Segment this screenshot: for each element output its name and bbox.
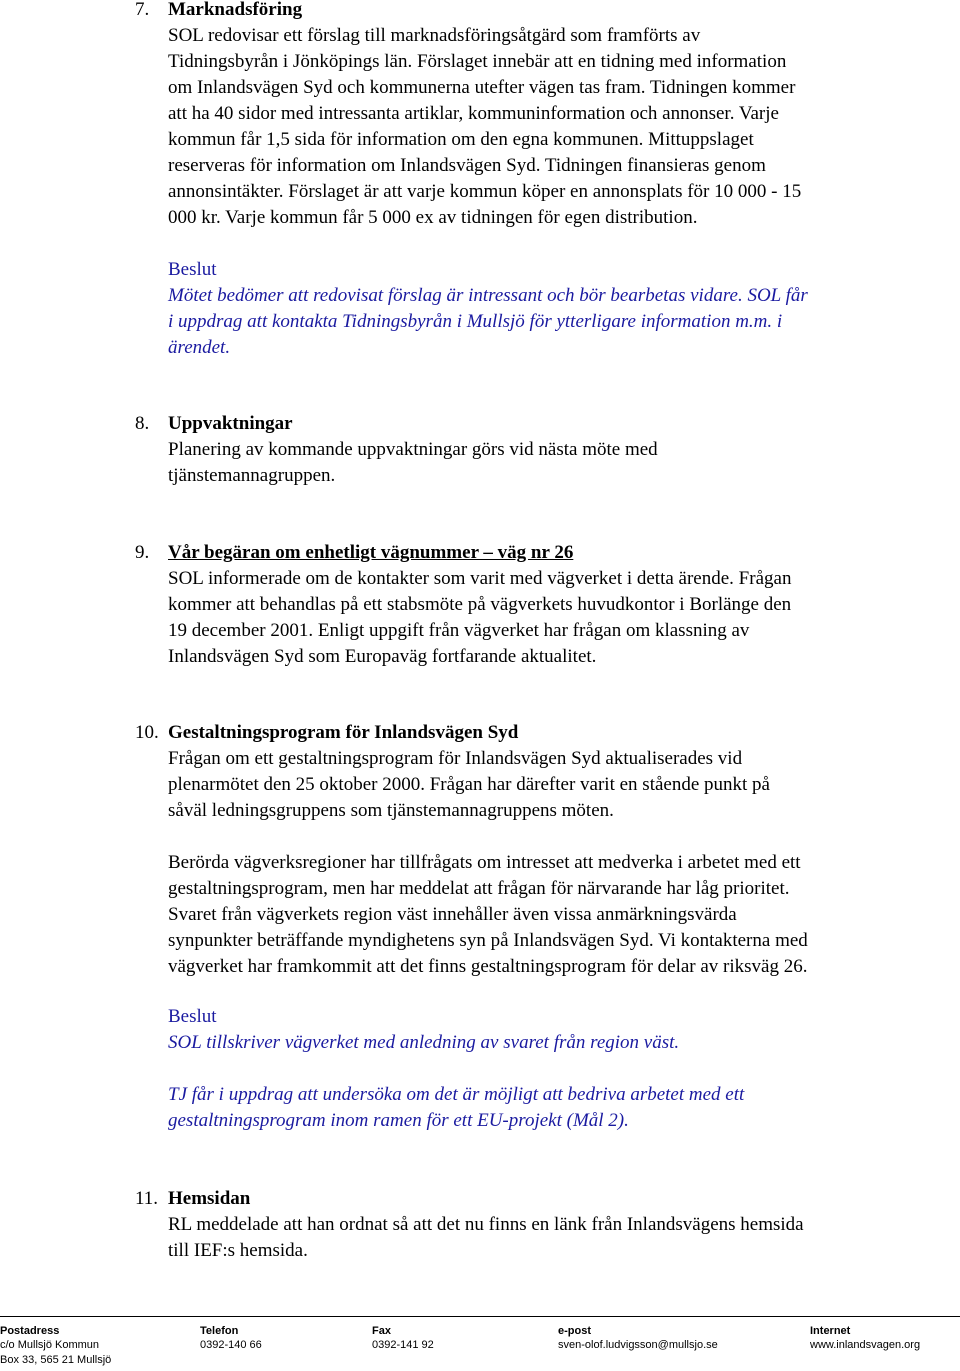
footer-internet: [810, 1324, 920, 1353]
text-line: till IEF:s hemsida.: [168, 1240, 308, 1261]
section-heading: Vår begäran om enhetligt vägnummer – väg nr 26: [168, 542, 574, 563]
text-line: Berörda vägverksregioner har tillfrågats om intresset att medverka i arbetet med ett: [168, 852, 801, 873]
text-line: Tidningsbyrån i Jönköpings län. Förslaget innebär att en tidning med information: [168, 51, 787, 72]
text-line: i uppdrag att kontakta Tidningsbyrån i Mullsjö för ytterligare information m.m. i: [168, 311, 783, 332]
footer-value: 0392-141 92: [372, 1339, 434, 1351]
section-body: [168, 746, 938, 824]
footer-fax: [372, 1324, 434, 1353]
page-footer: [0, 1316, 960, 1371]
text-line: SOL tillskriver vägverket med anledning av svaret från region väst.: [168, 1032, 680, 1053]
section-heading: Hemsidan: [168, 1188, 251, 1209]
text-line: tjänstemannagruppen.: [168, 465, 336, 486]
section-body: [168, 437, 938, 489]
section-number: 11.: [135, 1188, 159, 1209]
text-line: Planering av kommande uppvaktningar görs vid nästa möte med: [168, 439, 658, 460]
decision-heading: Beslut: [168, 1006, 217, 1027]
text-line: ärendet.: [168, 337, 231, 358]
text-line: Svaret från vägverkets region väst innehåller även vissa anmärkningsvärda: [168, 904, 737, 925]
text-line: gestaltningsprogram, men har meddelat att frågan för närvarande har låg prioritet.: [168, 878, 790, 899]
email-link[interactable]: sven-olof.ludvigsson@mullsjo.se: [558, 1339, 718, 1351]
section-heading: Uppvaktningar: [168, 413, 293, 434]
text-line: synpunkter beträffande myndighetens syn på Inlandsvägen Syd. Vi kontakterna med: [168, 930, 808, 951]
text-line: kommun får 1,5 sida för information om den egna kommunen. Mittuppslaget: [168, 129, 754, 150]
section-number: 7.: [135, 0, 150, 20]
section-body: [168, 1212, 938, 1264]
section-heading: Marknadsföring: [168, 0, 303, 20]
text-line: om Inlandsvägen Syd och kommunerna utefter vägen tas fram. Tidningen kommer: [168, 77, 796, 98]
section-number: 8.: [135, 413, 150, 434]
text-line: SOL redovisar ett förslag till marknadsföringsåtgärd som framförts av: [168, 25, 701, 46]
website-link[interactable]: www.inlandsvagen.org: [810, 1339, 921, 1351]
section-body-continued: [168, 850, 938, 980]
text-line: reserveras för information om Inlandsvägen Syd. Tidningen finansieras genom: [168, 155, 766, 176]
text-line: Mötet bedömer att redovisat förslag är intressant och bör bearbetas vidare. SOL får: [168, 285, 808, 306]
footer-label: Telefon: [200, 1325, 239, 1337]
text-line: vägverket har framkommit att det finns gestaltningsprogram för delar av riksväg 26.: [168, 956, 808, 977]
text-line: plenarmötet den 25 oktober 2000. Frågan har därefter varit en stående punkt på: [168, 774, 770, 795]
footer-email: [558, 1324, 718, 1353]
footer-label: Fax: [372, 1325, 391, 1337]
section-number: 9.: [135, 542, 150, 563]
footer-value: Box 33, 565 21 Mullsjö: [0, 1354, 112, 1366]
text-line: kommer att behandlas på ett stabsmöte på vägverkets huvudkontor i Borlänge den: [168, 594, 792, 615]
footer-value: c/o Mullsjö Kommun: [0, 1339, 100, 1351]
text-line: TJ får i uppdrag att undersöka om det är möjligt att bedriva arbetet med ett: [168, 1084, 745, 1105]
text-line: 000 kr. Varje kommun får 5 000 ex av tidningen för egen distribution.: [168, 207, 698, 228]
footer-label: Postadress: [0, 1325, 60, 1337]
decision-text-continued: [168, 1082, 938, 1134]
text-line: gestaltningsprogram inom ramen för ett EU-projekt (Mål 2).: [168, 1110, 629, 1131]
footer-label: Internet: [810, 1325, 851, 1337]
text-line: RL meddelade att han ordnat så att det nu finns en länk från Inlandsvägens hemsida: [168, 1214, 804, 1235]
footer-postal-address: [0, 1324, 111, 1368]
section-number: 10.: [135, 722, 159, 743]
text-line: Frågan om ett gestaltningsprogram för Inlandsvägen Syd aktualiserades vid: [168, 748, 743, 769]
decision-text: [168, 283, 938, 361]
footer-telephone: [200, 1324, 262, 1353]
text-line: Inlandsvägen Syd som Europaväg fortfarande aktualitet.: [168, 646, 597, 667]
section-body: [168, 566, 938, 670]
text-line: att ha 40 sidor med intressanta artiklar, kommuninformation och annonser. Varje: [168, 103, 779, 124]
decision-text: [168, 1030, 938, 1056]
decision-heading: Beslut: [168, 259, 217, 280]
text-line: SOL informerade om de kontakter som varit med vägverket i detta ärende. Frågan: [168, 568, 792, 589]
footer-label: e-post: [558, 1325, 591, 1337]
section-heading: Gestaltningsprogram för Inlandsvägen Syd: [168, 722, 519, 743]
footer-value: 0392-140 66: [200, 1339, 262, 1351]
text-line: 19 december 2001. Enligt uppgift från vägverket har frågan om klassning av: [168, 620, 750, 641]
text-line: såväl ledningsgruppens som tjänstemannagruppens möten.: [168, 800, 614, 821]
section-body: [168, 23, 938, 231]
text-line: annonsintäkter. Förslaget är att varje kommun köper en annonsplats för 10 000 - 15: [168, 181, 802, 202]
